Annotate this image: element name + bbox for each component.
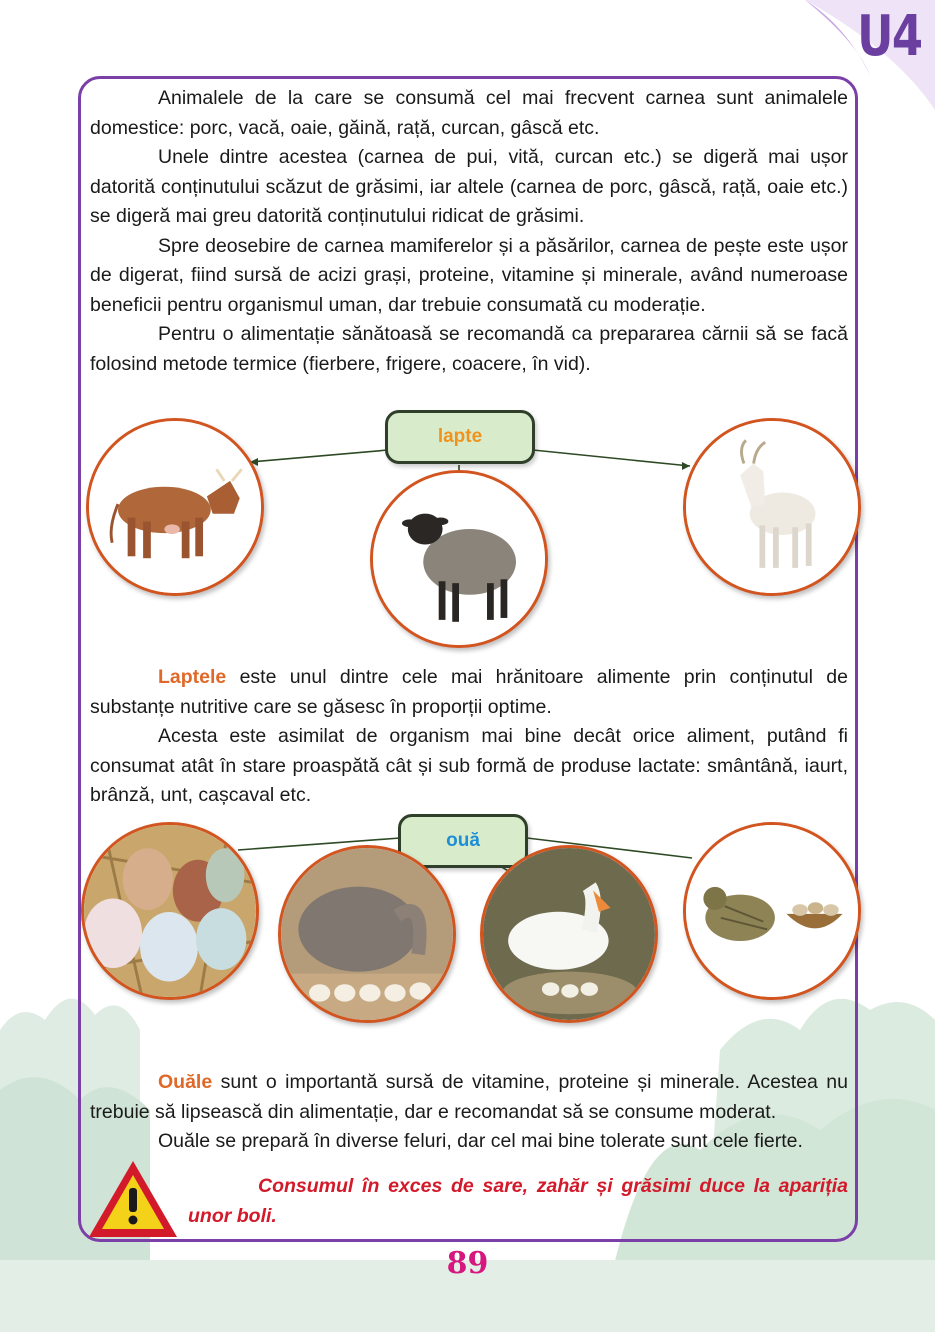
eggs-label: ouă: [398, 814, 528, 868]
milk-paragraph-1: [90, 663, 848, 722]
eggs-text: [90, 1068, 848, 1157]
milk-paragraph-1-rest: este unul dintre cele mai hrănitoare alimente prin conținutul de substanțe nutritive care se găsesc în proporții optime.: [90, 666, 848, 718]
eggs-paragraph-1-rest: sunt o importantă sursă de vitamine, proteine și minerale. Acestea nu trebuie să lipsească din alimentație, dar e recomandat să se consume moderat.: [90, 1071, 848, 1123]
eggs-paragraph-1: [90, 1068, 848, 1127]
goose-image: [480, 845, 658, 1023]
milk-label: lapte: [385, 410, 535, 464]
eggs-paragraph-2: Ouăle se prepară în diverse feluri, dar cel mai bine tolerate sunt cele fierte.: [158, 1130, 803, 1152]
intro-paragraph: Animalele de la care se consumă cel mai frecvent carnea sunt animalele domestice: porc, vacă, oaie, găină, rață, curcan, gâscă etc.: [90, 87, 848, 139]
quail-image: [683, 822, 861, 1000]
ostrich-image: [278, 845, 456, 1023]
intro-paragraph: Pentru o alimentație sănătoasă se recomandă ca prepararea cărnii să se facă folosind metode termice (fierbere, frigere, coacere, în vid).: [90, 323, 848, 375]
milk-paragraph-2: Acesta este asimilat de organism mai bine decât orice aliment, putând fi consumat atât în stare proaspătă cât și sub formă de produse lactate: smântână, iaurt, brânză, unt, cașcaval etc.: [90, 725, 848, 806]
eggs-highlight: Ouăle: [158, 1071, 213, 1093]
milk-text: [90, 663, 848, 811]
intro-text: [90, 84, 848, 379]
goat-image: [683, 418, 861, 596]
intro-paragraph: Spre deosebire de carnea mamiferelor și a păsărilor, carnea de pește este ușor de digerat, fiind sursă de acizi grași, proteine, vitamine și minerale, având numeroase beneficii pentru organismul uman, dar trebuie consumată cu moderație.: [90, 234, 848, 316]
cow-image: [86, 418, 264, 596]
eggs-basket-image: [81, 822, 259, 1000]
milk-highlight: Laptele: [158, 666, 227, 688]
page-number: 89: [446, 1246, 489, 1281]
unit-label: U4: [856, 4, 921, 69]
intro-paragraph: Unele dintre acestea (carnea de pui, vită, curcan etc.) se digeră mai ușor datorită conținutului scăzut de grăsimi, iar altele (carnea de porc, gâscă, rață, oaie etc.) se digeră mai greu datorită conținutului ridicat de grăsimi.: [90, 146, 848, 227]
warning-text: Consumul în exces de sare, zahăr și grăsimi duce la apariția unor boli.: [188, 1175, 848, 1227]
warning-icon: [86, 1158, 180, 1240]
sheep-image: [370, 470, 548, 648]
